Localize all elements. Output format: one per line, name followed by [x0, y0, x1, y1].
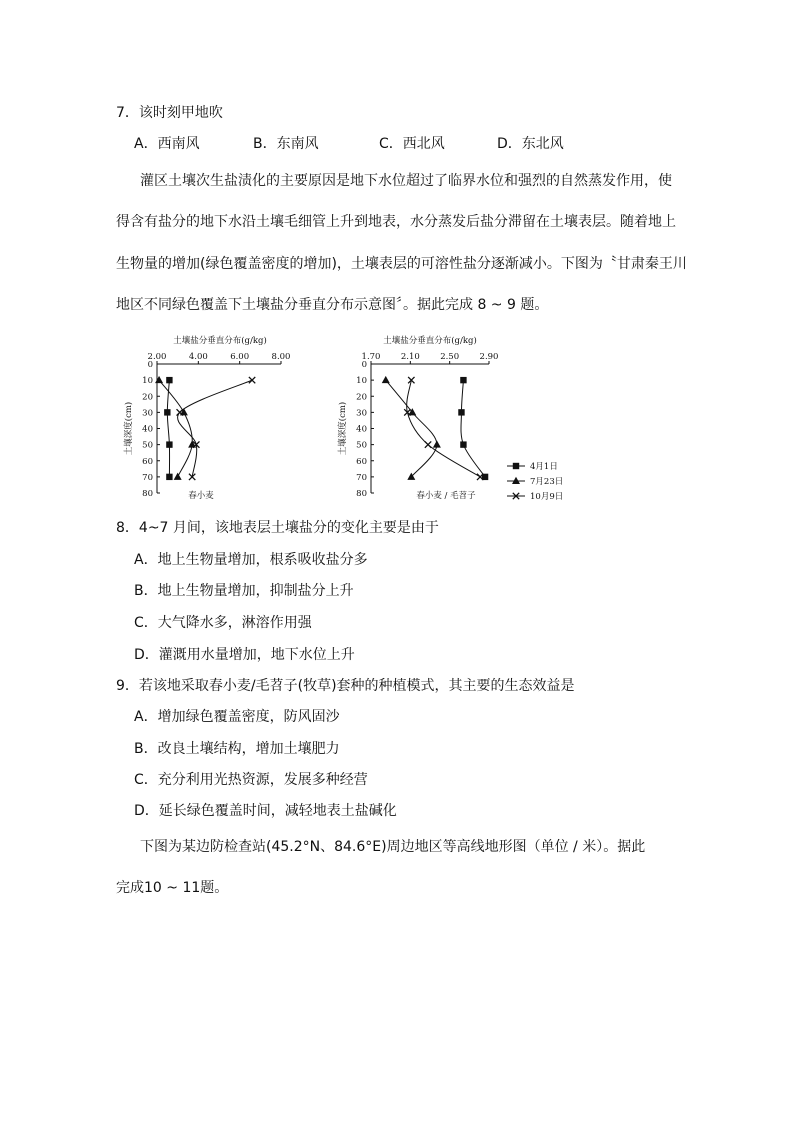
data-point-square — [164, 409, 170, 415]
passage1-line-4: 地区不同绿色覆盖下土壤盐分垂直分布示意图〞。据此完成 8 ~ 9 题。 — [116, 297, 549, 313]
x-tick-label: 8.00 — [271, 352, 291, 362]
data-point-triangle — [433, 440, 441, 447]
chart-spring-wheat — [123, 335, 290, 501]
q7-option-c: C．西北风 — [379, 136, 445, 152]
legend-label: 7月23日 — [530, 477, 564, 487]
chart-wheat-vetch — [337, 335, 498, 501]
y-tick-label: 80 — [142, 489, 153, 499]
q7-stem: 7．该时刻甲地吹 — [116, 105, 223, 121]
y-tick-label: 0 — [147, 360, 153, 370]
q9-option-a: A．增加绿色覆盖密度，防风固沙 — [134, 709, 340, 725]
y-axis-label: 土壤深度(cm) — [338, 401, 348, 456]
q8-option-c: C．大气降水多，淋溶作用强 — [134, 615, 312, 631]
q8-option-a: A．地上生物量增加，根系吸收盐分多 — [134, 552, 368, 568]
y-axis-label: 土壤深度(cm) — [124, 401, 134, 456]
q9-option-b: B．改良土壤结构，增加土壤肥力 — [134, 741, 340, 757]
legend-marker-square — [513, 463, 519, 469]
legend-label: 10月9日 — [530, 492, 564, 502]
y-tick-label: 20 — [356, 392, 367, 403]
y-tick-label: 50 — [142, 440, 153, 451]
series-line-1 — [167, 380, 169, 477]
x-tick-label: 1.70 — [361, 352, 381, 362]
data-point-cross — [249, 377, 255, 383]
q9-stem: 9．若该地采取春小麦/毛苕子(牧草)套种的种植模式，其主要的生态效益是 — [116, 678, 575, 694]
q8-option-b: B．地上生物量增加，抑制盐分上升 — [134, 583, 354, 599]
chart-legend — [507, 462, 563, 502]
y-tick-label: 60 — [356, 456, 367, 467]
data-point-triangle — [174, 473, 182, 480]
data-point-square — [166, 441, 172, 447]
x-tick-label: 2.10 — [400, 352, 420, 362]
y-tick-label: 30 — [356, 408, 367, 419]
y-tick-label: 50 — [356, 440, 367, 451]
series-line-1 — [461, 380, 485, 477]
y-tick-label: 20 — [142, 392, 153, 403]
y-tick-label: 40 — [142, 424, 153, 435]
y-tick-label: 80 — [356, 489, 367, 499]
data-point-cross — [425, 441, 431, 447]
series-line-2 — [386, 380, 437, 477]
passage1-line-3: 生物量的增加(绿色覆盖密度的增加)，土壤表层的可溶性盐分逐渐减小。下图为〝甘肃秦王川 — [116, 256, 687, 272]
q7-option-d: D．东北风 — [497, 136, 564, 152]
data-point-square — [166, 474, 172, 480]
data-point-square — [460, 441, 466, 447]
chart-title: 土壤盐分垂直分布(g/kg) — [383, 336, 477, 346]
data-point-triangle — [382, 376, 390, 383]
q7-option-b: B．东南风 — [253, 136, 319, 152]
q9-option-d: D．延长绿色覆盖时间，减轻地表土盐碱化 — [134, 803, 397, 819]
x-tick-label: 2.50 — [440, 352, 460, 362]
passage1-line-2: 得含有盐分的地下水沿土壤毛细管上升到地表，水分蒸发后盐分滞留在土壤表层。随着地上 — [116, 214, 676, 230]
q9-option-c: C．充分利用光热资源，发展多种经营 — [134, 772, 368, 788]
q8-stem: 8．4~7 月间，该地表层土壤盐分的变化主要是由于 — [116, 520, 439, 536]
data-point-triangle — [155, 376, 163, 383]
y-tick-label: 30 — [142, 408, 153, 419]
data-point-square — [458, 409, 464, 415]
chart-caption: 春小麦 / 毛苕子 — [416, 491, 476, 501]
chart-caption: 春小麦 — [188, 491, 214, 501]
x-tick-label: 4.00 — [188, 352, 208, 362]
chart-title: 土壤盐分垂直分布(g/kg) — [173, 336, 267, 346]
y-tick-label: 60 — [142, 456, 153, 467]
legend-marker-triangle — [512, 477, 520, 484]
x-tick-label: 2.00 — [147, 352, 167, 362]
y-tick-label: 70 — [142, 472, 153, 483]
data-point-square — [460, 377, 466, 383]
y-tick-label: 0 — [361, 360, 367, 370]
passage2-line-1: 下图为某边防检查站(45.2°N、84.6°E)周边地区等高线地形图（单位 / 米）。据此 — [140, 839, 646, 855]
y-tick-label: 10 — [356, 376, 367, 387]
legend-label: 4月1日 — [530, 462, 558, 472]
passage2-line-2: 完成10 ~ 11题。 — [116, 880, 229, 896]
passage1-line-1: 灌区土壤次生盐渍化的主要原因是地下水位超过了临界水位和强烈的自然蒸发作用，使 — [140, 173, 672, 189]
series-line-3 — [407, 380, 480, 477]
y-tick-label: 40 — [356, 424, 367, 435]
q7-option-a: A．西南风 — [134, 136, 200, 152]
x-tick-label: 2.90 — [479, 352, 499, 362]
y-tick-label: 70 — [356, 472, 367, 483]
soil-salt-figure — [0, 0, 794, 520]
series-line-2 — [159, 380, 192, 477]
q8-option-d: D．灌溉用水量增加，地下水位上升 — [134, 647, 355, 663]
x-tick-label: 6.00 — [230, 352, 250, 362]
series-line-3 — [178, 380, 252, 477]
y-tick-label: 10 — [142, 376, 153, 387]
data-point-square — [166, 377, 172, 383]
